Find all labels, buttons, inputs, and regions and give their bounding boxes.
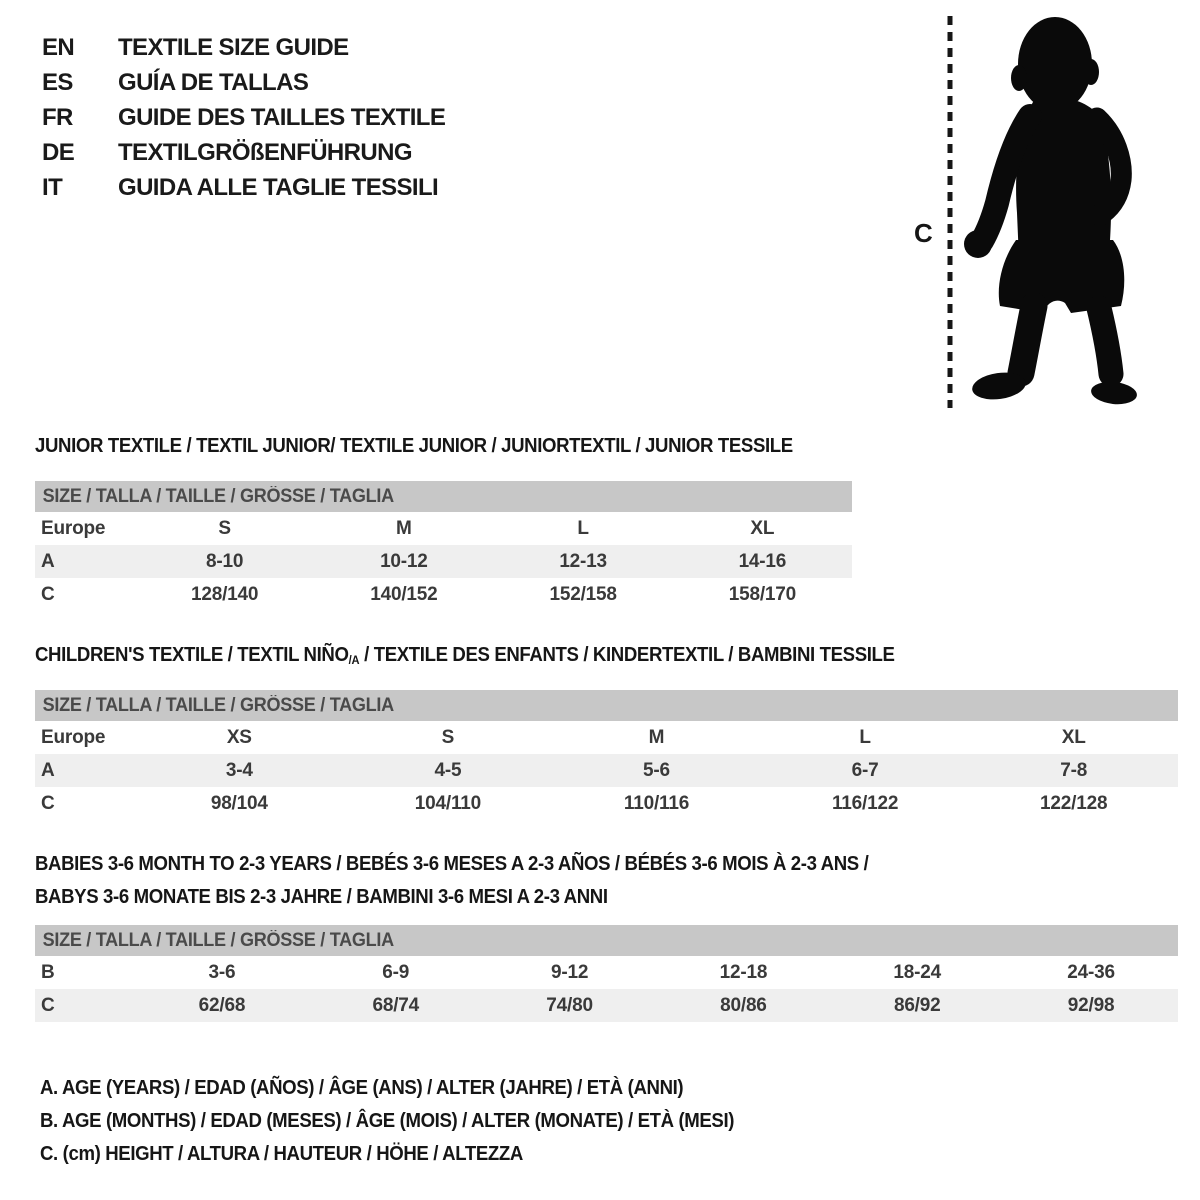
toddler-silhouette-icon [964, 17, 1138, 406]
size-cell: 4-5 [434, 760, 462, 781]
section-title-babies [35, 848, 931, 914]
size-cell: S [218, 518, 231, 539]
size-cell: 5-6 [643, 760, 670, 781]
size-cell: 6-9 [382, 962, 410, 983]
table-row-height [35, 578, 852, 611]
row-label: C [41, 584, 55, 605]
table-row-age [35, 545, 852, 578]
language-label: GUIDA ALLE TAGLIE TESSILI [118, 174, 439, 201]
size-cell: 74/80 [546, 995, 593, 1016]
size-cell: 14-16 [738, 551, 787, 572]
table-row-age [35, 754, 1178, 787]
size-cell: 104/110 [414, 793, 481, 814]
size-cell: 12-18 [719, 962, 768, 983]
size-cell: 152/158 [549, 584, 617, 605]
size-cell: L [859, 727, 871, 748]
size-cell: 12-13 [559, 551, 607, 572]
size-cell: 80/86 [720, 995, 767, 1016]
size-cell: 98/104 [210, 793, 268, 814]
size-cell: 140/152 [370, 584, 438, 605]
language-code: EN [42, 34, 75, 61]
language-row [42, 65, 445, 100]
size-cell: XS [226, 727, 252, 748]
size-cell: 62/68 [198, 995, 246, 1016]
language-title-list [42, 30, 445, 205]
language-code: FR [42, 104, 73, 131]
size-cell: S [441, 727, 455, 748]
size-cell: 7-8 [1060, 760, 1088, 781]
section-title-children [35, 643, 895, 672]
size-cell: 128/140 [190, 584, 259, 605]
size-cell: 116/122 [831, 793, 899, 814]
language-code: ES [42, 69, 73, 96]
size-cell: 86/92 [893, 995, 941, 1016]
table-row-height [35, 989, 1178, 1022]
size-cell: 110/116 [623, 793, 690, 814]
row-label: A [41, 551, 55, 572]
size-cell: L [577, 518, 589, 539]
section-title-babies-line1: BABIES 3-6 MONTH TO 2-3 YEARS / BEBÉS 3-6 MESES A 2-3 AÑOS / BÉBÉS 3-6 MOIS À 2-3 ANS / [35, 853, 869, 875]
row-label: B [41, 962, 55, 983]
section-title-children-sub: /A [348, 653, 360, 667]
table-row-months [35, 956, 1178, 989]
size-cell: XL [1061, 727, 1086, 748]
size-cell: 18-24 [893, 962, 942, 983]
row-label: Europe [41, 727, 106, 748]
size-cell: 6-7 [851, 760, 879, 781]
size-cell: M [396, 518, 412, 539]
language-label: TEXTILGRÖßENFÜHRUNG [118, 139, 412, 166]
height-measure-label: C [914, 218, 933, 248]
section-title-children-suffix: / TEXTILE DES ENFANTS / KINDERTEXTIL / BAMBINI TESSILE [359, 644, 895, 666]
size-cell: M [648, 727, 665, 748]
section-title-junior: JUNIOR TEXTILE / TEXTIL JUNIOR/ TEXTILE JUNIOR / JUNIORTEXTIL / JUNIOR TESSILE [35, 435, 793, 457]
size-cell: 122/128 [1040, 793, 1108, 814]
language-row [42, 30, 445, 65]
row-label: Europe [41, 518, 106, 539]
size-header-label: SIZE / TALLA / TAILLE / GRÖSSE / TAGLIA [42, 930, 394, 951]
language-row [42, 170, 445, 205]
language-row [42, 100, 445, 135]
size-header-bar [35, 690, 1178, 721]
section-title-babies-line2: BABYS 3-6 MONATE BIS 2-3 JAHRE / BAMBINI 3-6 MESI A 2-3 ANNI [35, 886, 608, 908]
language-code: DE [42, 139, 75, 166]
row-label: C [41, 995, 55, 1016]
size-table-children [35, 690, 1178, 820]
language-label: GUÍA DE TALLAS [118, 69, 309, 96]
size-cell: 24-36 [1067, 962, 1115, 983]
footnotes [40, 1072, 786, 1171]
language-row [42, 135, 445, 170]
size-cell: 158/170 [728, 584, 797, 605]
size-cell: XL [750, 518, 775, 539]
size-cell: 10-12 [380, 551, 428, 572]
size-header-label: SIZE / TALLA / TAILLE / GRÖSSE / TAGLIA [42, 695, 394, 716]
size-table-junior [35, 481, 852, 611]
table-row-height [35, 787, 1178, 820]
size-header-label: SIZE / TALLA / TAILLE / GRÖSSE / TAGLIA [42, 486, 394, 507]
child-height-figure [900, 8, 1152, 422]
table-row-europe [35, 512, 852, 545]
size-cell: 92/98 [1067, 995, 1115, 1016]
language-code: IT [42, 174, 63, 201]
language-label: TEXTILE SIZE GUIDE [118, 34, 349, 61]
section-title-children-prefix: CHILDREN'S TEXTILE / TEXTIL NIÑO [35, 644, 349, 666]
size-cell: 68/74 [372, 995, 420, 1016]
size-cell: 3-4 [225, 760, 253, 781]
footnote-line-c: C. (cm) HEIGHT / ALTURA / HAUTEUR / HÖHE / ALTEZZA [40, 1143, 523, 1165]
size-header-bar [35, 925, 1178, 956]
size-cell: 3-6 [208, 962, 236, 983]
size-cell: 9-12 [550, 962, 589, 983]
size-cell: 8-10 [206, 551, 244, 572]
row-label: A [41, 760, 55, 781]
footnote-line-b: B. AGE (MONTHS) / EDAD (MESES) / ÂGE (MOIS) / ALTER (MONATE) / ETÀ (MESI) [40, 1110, 735, 1132]
size-header-bar [35, 481, 852, 512]
table-row-europe [35, 721, 1178, 754]
language-label: GUIDE DES TAILLES TEXTILE [118, 104, 446, 131]
footnote-line-a: A. AGE (YEARS) / EDAD (AÑOS) / ÂGE (ANS) / ALTER (JAHRE) / ETÀ (ANNI) [40, 1077, 684, 1099]
size-table-babies [35, 925, 1178, 1022]
row-label: C [41, 793, 55, 814]
